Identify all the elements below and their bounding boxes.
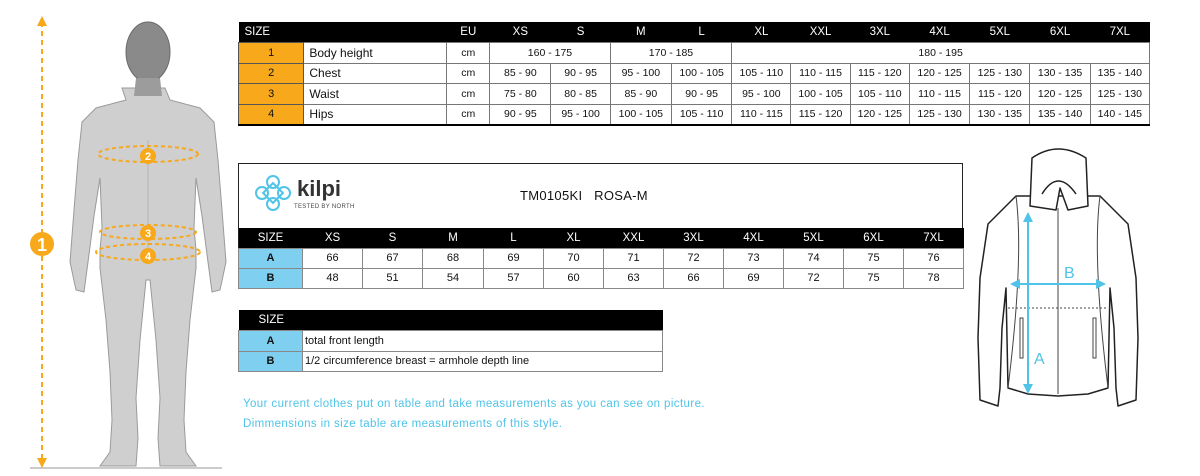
- size-7xl-header: 7XL: [904, 228, 964, 248]
- table-row: [239, 84, 1150, 105]
- table-cell: 69: [724, 268, 784, 288]
- table-cell: 135 - 140: [1090, 63, 1149, 84]
- table-cell: 76: [904, 248, 964, 268]
- table-cell: 60: [544, 268, 604, 288]
- size-m-header: M: [610, 22, 671, 43]
- table-cell: 72: [784, 268, 844, 288]
- table-cell: 120 - 125: [1030, 84, 1090, 105]
- table-cell: 85 - 90: [490, 63, 551, 84]
- legend-key: B: [239, 351, 303, 372]
- size-s-header: S: [363, 228, 423, 248]
- row-label: Hips: [304, 104, 447, 125]
- table-cell: 67: [363, 248, 423, 268]
- size-header: SIZE: [239, 228, 303, 248]
- table-cell: 100 - 105: [671, 63, 731, 84]
- table-cell: 74: [784, 248, 844, 268]
- size-5xl-header: 5XL: [970, 22, 1030, 43]
- jacket-measurement-figure: [968, 138, 1148, 418]
- size-m-header: M: [423, 228, 484, 248]
- table-cell: 75: [844, 248, 904, 268]
- table-cell: 48: [303, 268, 363, 288]
- table-cell: 140 - 145: [1090, 104, 1149, 125]
- jacket-label-a: A: [1034, 351, 1045, 368]
- table-cell: 72: [664, 248, 724, 268]
- table-cell: 100 - 105: [791, 84, 850, 105]
- legend-text: total front length: [303, 331, 663, 352]
- head: [126, 22, 170, 82]
- size-3xl-header: 3XL: [664, 228, 724, 248]
- body-measurement-figure: [0, 0, 232, 476]
- size-3xl-header: 3XL: [850, 22, 909, 43]
- knot-logo-icon: [252, 172, 294, 214]
- row-number: 1: [239, 43, 304, 64]
- product-variant-text: ROSA-M: [594, 188, 648, 203]
- size-l-header: L: [671, 22, 731, 43]
- size-7xl-header: 7XL: [1090, 22, 1149, 43]
- table-cell: 95 - 100: [551, 104, 610, 125]
- table-cell: 68: [423, 248, 484, 268]
- table-row: [239, 43, 1150, 64]
- row-unit: cm: [447, 84, 490, 105]
- size-xs-header: XS: [490, 22, 551, 43]
- table-cell: 110 - 115: [791, 63, 850, 84]
- row-label: Body height: [304, 43, 447, 64]
- size-s-header: S: [551, 22, 610, 43]
- table-row: [239, 248, 964, 268]
- table-cell: 130 - 135: [1030, 63, 1090, 84]
- product-code-text: TM0105KI: [520, 188, 583, 203]
- legend-key: A: [239, 331, 303, 352]
- marker-2-text: 2: [144, 151, 152, 163]
- table-cell: 73: [724, 248, 784, 268]
- instruction-note: Your current clothes put on table and take measurements as you can see on picture.: [243, 398, 705, 410]
- table-cell: 95 - 100: [732, 84, 791, 105]
- size-5xl-header: 5XL: [784, 228, 844, 248]
- table-cell: 115 - 120: [850, 63, 909, 84]
- size-xxl-header: XXL: [604, 228, 664, 248]
- legend-size-header: SIZE: [239, 310, 303, 331]
- table-cell: 115 - 120: [791, 104, 850, 125]
- size-xxl-header: XXL: [791, 22, 850, 43]
- table-cell: 100 - 105: [610, 104, 671, 125]
- jacket-label-b: B: [1064, 265, 1075, 282]
- table-cell: 115 - 120: [970, 84, 1030, 105]
- table-cell: 66: [664, 268, 724, 288]
- table-cell: 125 - 130: [970, 63, 1030, 84]
- brand-name: kilpi: [297, 176, 342, 201]
- row-unit: cm: [447, 104, 490, 125]
- table-cell: 90 - 95: [671, 84, 731, 105]
- measurement-legend-table: [238, 310, 663, 372]
- table-cell: 105 - 110: [732, 63, 791, 84]
- row-label: Chest: [304, 63, 447, 84]
- garment-size-table: [238, 228, 964, 289]
- table-cell: 71: [604, 248, 664, 268]
- table-row: [239, 63, 1150, 84]
- size-6xl-header: 6XL: [1030, 22, 1090, 43]
- table-cell: 75: [844, 268, 904, 288]
- marker-1-text: 1: [36, 235, 48, 255]
- legend-header-row: [239, 310, 663, 331]
- size-l-header: L: [484, 228, 544, 248]
- row-label: Waist: [304, 84, 447, 105]
- table-cell: 66: [303, 248, 363, 268]
- row-key: A: [239, 248, 303, 268]
- height-range-cell: 160 - 175: [490, 43, 611, 64]
- table-cell: 120 - 125: [850, 104, 909, 125]
- legend-text: 1/2 circumference breast = armhole depth line: [303, 351, 663, 372]
- table-cell: 57: [484, 268, 544, 288]
- table-cell: 51: [363, 268, 423, 288]
- table-cell: 125 - 130: [909, 104, 969, 125]
- table-row: [239, 268, 964, 288]
- table-cell: 75 - 80: [490, 84, 551, 105]
- legend-text-header: [303, 310, 663, 331]
- instruction-note: Dimmensions in size table are measurements of this style.: [243, 418, 563, 430]
- size-6xl-header: 6XL: [844, 228, 904, 248]
- row-unit: cm: [447, 63, 490, 84]
- table-row: [239, 351, 663, 372]
- height-range-cell: 170 - 185: [610, 43, 732, 64]
- brand-tagline: TESTED BY NORTH: [294, 204, 355, 210]
- marker-4-text: 4: [144, 251, 152, 263]
- row-number: 2: [239, 63, 304, 84]
- table-cell: 63: [604, 268, 664, 288]
- table-row: [239, 331, 663, 352]
- row-number: 3: [239, 84, 304, 105]
- body-size-header-row: [239, 22, 1150, 43]
- table-cell: 80 - 85: [551, 84, 610, 105]
- size-4xl-header: 4XL: [909, 22, 969, 43]
- table-cell: 95 - 100: [610, 63, 671, 84]
- table-cell: 110 - 115: [732, 104, 791, 125]
- marker-3-text: 3: [144, 228, 152, 240]
- label-header: [304, 22, 447, 43]
- size-4xl-header: 4XL: [724, 228, 784, 248]
- table-cell: 105 - 110: [850, 84, 909, 105]
- table-cell: 85 - 90: [610, 84, 671, 105]
- table-cell: 90 - 95: [551, 63, 610, 84]
- table-cell: 78: [904, 268, 964, 288]
- size-xs-header: XS: [303, 228, 363, 248]
- table-cell: 69: [484, 248, 544, 268]
- table-cell: 90 - 95: [490, 104, 551, 125]
- size-xl-header: XL: [732, 22, 791, 43]
- height-range-cell: 180 - 195: [732, 43, 1150, 64]
- row-unit: cm: [447, 43, 490, 64]
- row-key: B: [239, 268, 303, 288]
- body-size-table: [238, 22, 1150, 126]
- table-cell: 110 - 115: [909, 84, 969, 105]
- table-row: [239, 104, 1150, 125]
- size-xl-header: XL: [544, 228, 604, 248]
- eu-header: EU: [447, 22, 490, 43]
- table-cell: 125 - 130: [1090, 84, 1149, 105]
- table-cell: 120 - 125: [909, 63, 969, 84]
- table-cell: 54: [423, 268, 484, 288]
- table-cell: 130 - 135: [970, 104, 1030, 125]
- row-number: 4: [239, 104, 304, 125]
- table-cell: 105 - 110: [671, 104, 731, 125]
- table-cell: 70: [544, 248, 604, 268]
- product-code: [520, 188, 648, 203]
- table-cell: 135 - 140: [1030, 104, 1090, 125]
- size-header: SIZE: [239, 22, 304, 43]
- garment-header-row: [239, 228, 964, 248]
